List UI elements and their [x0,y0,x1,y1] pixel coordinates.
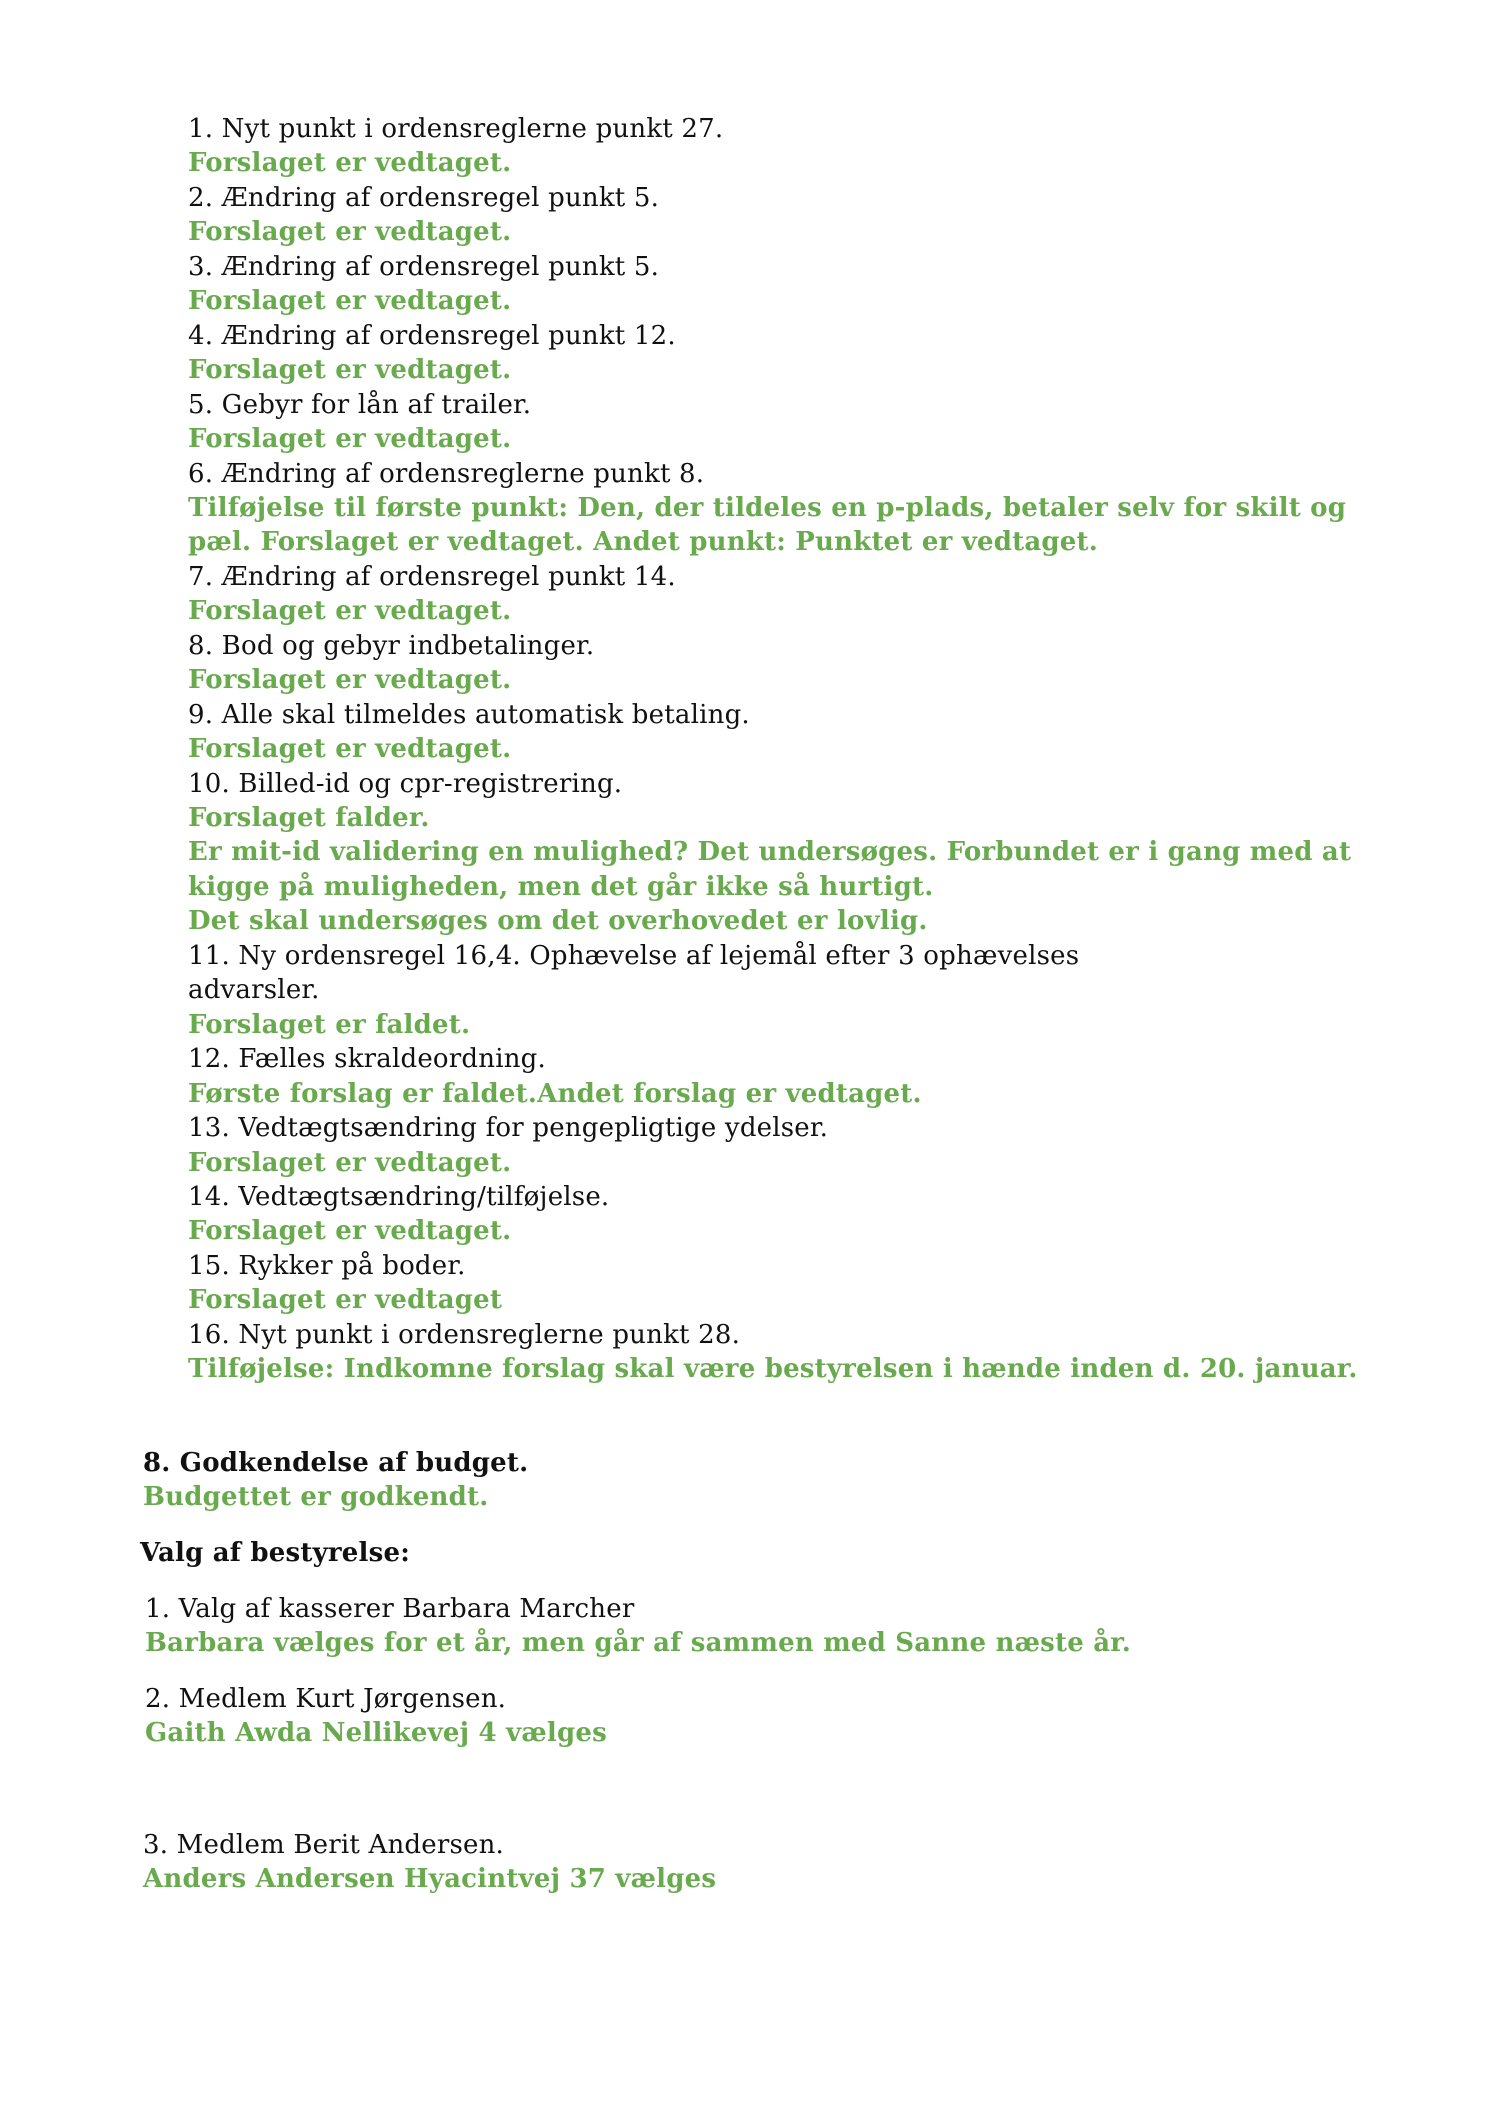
proposal-title: 10. Billed-id og cpr-registrering. [188,769,623,799]
proposal-result: Forslaget er vedtaget [188,1285,503,1315]
proposal-title: 1. Nyt punkt i ordensreglerne punkt 27. [188,114,724,144]
election-item-title: 2. Medlem Kurt Jørgensen. [145,1684,507,1714]
proposal-result: Forslaget er vedtaget. [188,148,512,178]
election-item-result: Gaith Awda Nellikevej 4 vælges [145,1718,607,1748]
proposal-result: pæl. Forslaget er vedtaget. Andet punkt: Punktet er vedtaget. [188,527,1099,557]
proposal-title-continued: advarsler. [188,975,320,1005]
proposal-result: kigge på muligheden, men det går ikke så hurtigt. [188,872,934,902]
proposal-title: 8. Bod og gebyr indbetalinger. [188,631,595,661]
proposal-result: Det skal undersøges om det overhovedet er lovlig. [188,906,928,936]
proposal-result: Forslaget er faldet. [188,1010,471,1040]
proposal-result: Forslaget falder. [188,803,430,833]
proposal-title: 6. Ændring af ordensreglerne punkt 8. [188,459,705,489]
proposal-title: 16. Nyt punkt i ordensreglerne punkt 28. [188,1320,741,1350]
proposal-result: Forslaget er vedtaget. [188,355,512,385]
proposal-result: Tilføjelse: Indkomne forslag skal være bestyrelsen i hænde inden d. 20. januar. [188,1354,1358,1384]
proposal-result: Er mit-id validering en mulighed? Det undersøges. Forbundet er i gang med at [188,837,1352,867]
election-item-result: Anders Andersen Hyacintvej 37 vælges [143,1864,717,1894]
proposal-result: Forslaget er vedtaget. [188,665,512,695]
proposal-title: 12. Fælles skraldeordning. [188,1044,546,1074]
proposal-result: Tilføjelse til første punkt: Den, der tildeles en p-plads, betaler selv for skilt og [188,493,1347,523]
proposal-title: 9. Alle skal tilmeldes automatisk betaling. [188,700,750,730]
proposal-result: Forslaget er vedtaget. [188,286,512,316]
proposal-result: Forslaget er vedtaget. [188,596,512,626]
proposal-result: Første forslag er faldet.Andet forslag er vedtaget. [188,1079,922,1109]
budget-heading: 8. Godkendelse af budget. [143,1448,529,1478]
proposal-result: Forslaget er vedtaget. [188,1216,512,1246]
proposal-title: 3. Ændring af ordensregel punkt 5. [188,252,660,282]
budget-result: Budgettet er godkendt. [143,1482,489,1512]
proposal-title: 15. Rykker på boder. [188,1251,466,1281]
proposal-title: 4. Ændring af ordensregel punkt 12. [188,321,676,351]
proposal-result: Forslaget er vedtaget. [188,217,512,247]
election-item-title: 3. Medlem Berit Andersen. [143,1830,505,1860]
proposal-title: 14. Vedtægtsændring/tilføjelse. [188,1182,610,1212]
election-heading: Valg af bestyrelse: [140,1538,410,1568]
proposal-result: Forslaget er vedtaget. [188,734,512,764]
proposal-title: 13. Vedtægtsændring for pengepligtige ydelser. [188,1113,829,1143]
proposal-title: 5. Gebyr for lån af trailer. [188,390,532,420]
proposal-result: Forslaget er vedtaget. [188,1148,512,1178]
proposal-title: 7. Ændring af ordensregel punkt 14. [188,562,676,592]
proposal-result: Forslaget er vedtaget. [188,424,512,454]
proposal-title: 11. Ny ordensregel 16,4. Ophævelse af lejemål efter 3 ophævelses [188,941,1080,971]
election-item-result: Barbara vælges for et år, men går af sammen med Sanne næste år. [145,1628,1132,1658]
proposal-title: 2. Ændring af ordensregel punkt 5. [188,183,660,213]
election-item-title: 1. Valg af kasserer Barbara Marcher [145,1594,635,1624]
